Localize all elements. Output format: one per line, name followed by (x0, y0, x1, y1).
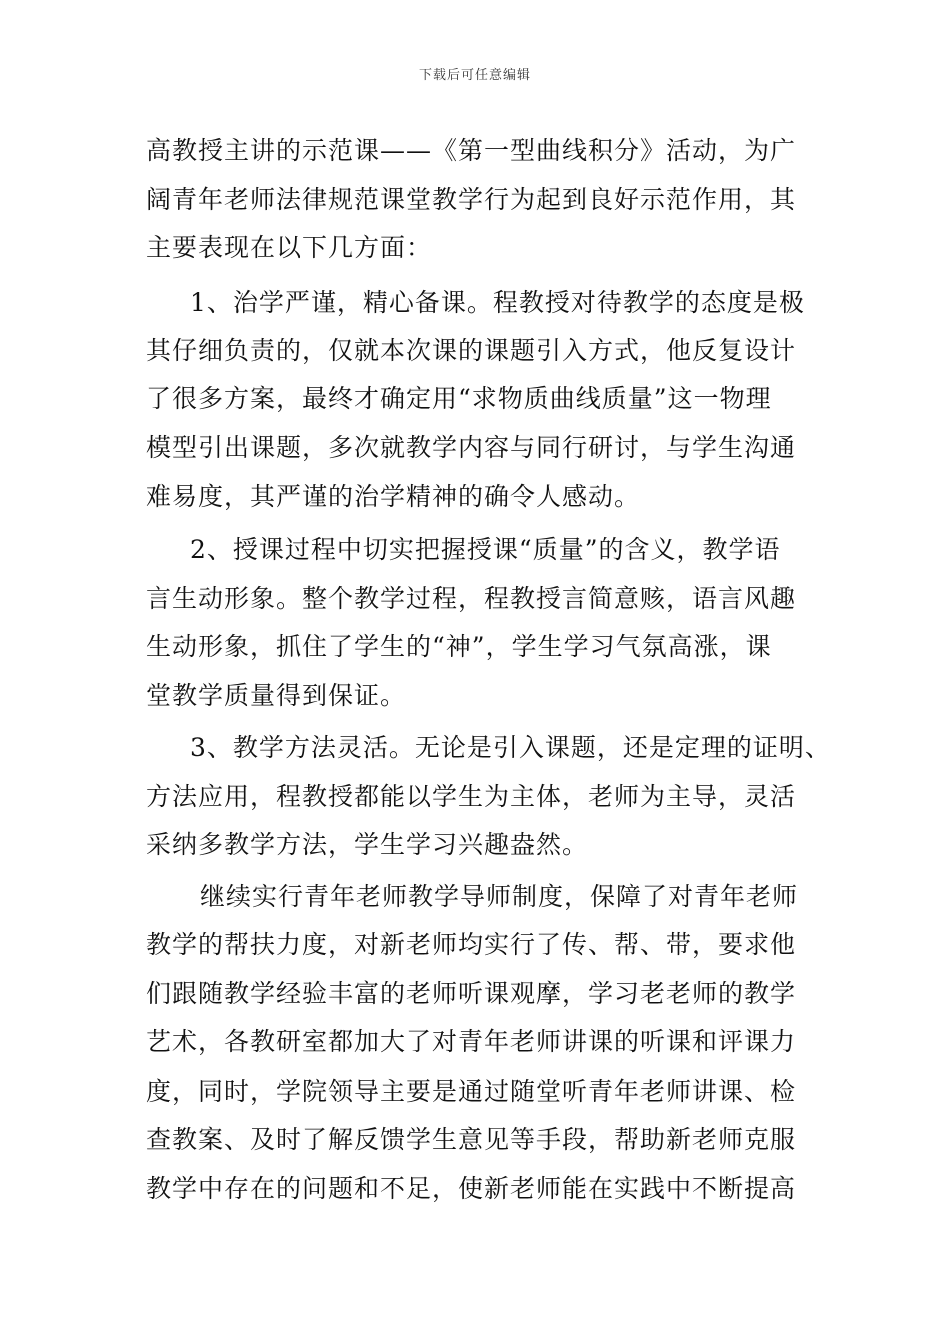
text-line: 1、治学严谨，精心备课。程教授对待教学的态度是极 (190, 288, 805, 317)
text-line: 查教案、及时了解反馈学生意见等手段，帮助新老师克服 (146, 1125, 797, 1154)
text-line: 方法应用，程教授都能以学生为主体，老师为主导，灵活 (146, 782, 797, 811)
text-line: 们跟随教学经验丰富的老师听课观摩，学习老老师的教学 (146, 979, 797, 1008)
text-line: 了很多方案，最终才确定用“求物质曲线质量”这一物理 (146, 384, 772, 413)
text-line: 其仔细负责的，仅就本次课的课题引入方式，他反复设计 (146, 336, 797, 365)
text-line: 度，同时，学院领导主要是通过随堂听青年老师讲课、检 (146, 1077, 797, 1106)
text-line: 模型引出课题，多次就教学内容与同行研讨，与学生沟通 (146, 433, 797, 462)
text-line: 继续实行青年老师教学导师制度，保障了对青年老师 (200, 882, 799, 911)
text-line: 堂教学质量得到保证。 (146, 681, 407, 710)
text-line: 3、教学方法灵活。无论是引入课题，还是定理的证明、 (190, 733, 831, 762)
text-line: 艺术，各教研室都加大了对青年老师讲课的听课和评课力 (146, 1027, 797, 1056)
text-line: 难易度，其严谨的治学精神的确令人感动。 (146, 482, 641, 511)
text-line: 阔青年老师法律规范课堂教学行为起到良好示范作用，其 (146, 185, 797, 214)
text-line: 教学的帮扶力度，对新老师均实行了传、帮、带，要求他 (146, 930, 797, 959)
text-line: 采纳多教学方法，学生学习兴趣盎然。 (146, 830, 589, 859)
text-line: 生动形象，抓住了学生的“神”，学生学习气氛高涨，课 (146, 632, 772, 661)
text-line: 言生动形象。整个教学过程，程教授言简意赅，语言风趣 (146, 584, 797, 613)
text-line: 高教授主讲的示范课——《第一型曲线积分》活动，为广 (146, 136, 797, 165)
text-line: 2、授课过程中切实把握授课“质量”的含义，教学语 (190, 535, 781, 564)
page-header: 下载后可任意编辑 (418, 68, 531, 83)
text-line: 教学中存在的问题和不足，使新老师能在实践中不断提高 (146, 1174, 797, 1203)
text-line: 主要表现在以下几方面： (146, 233, 433, 262)
